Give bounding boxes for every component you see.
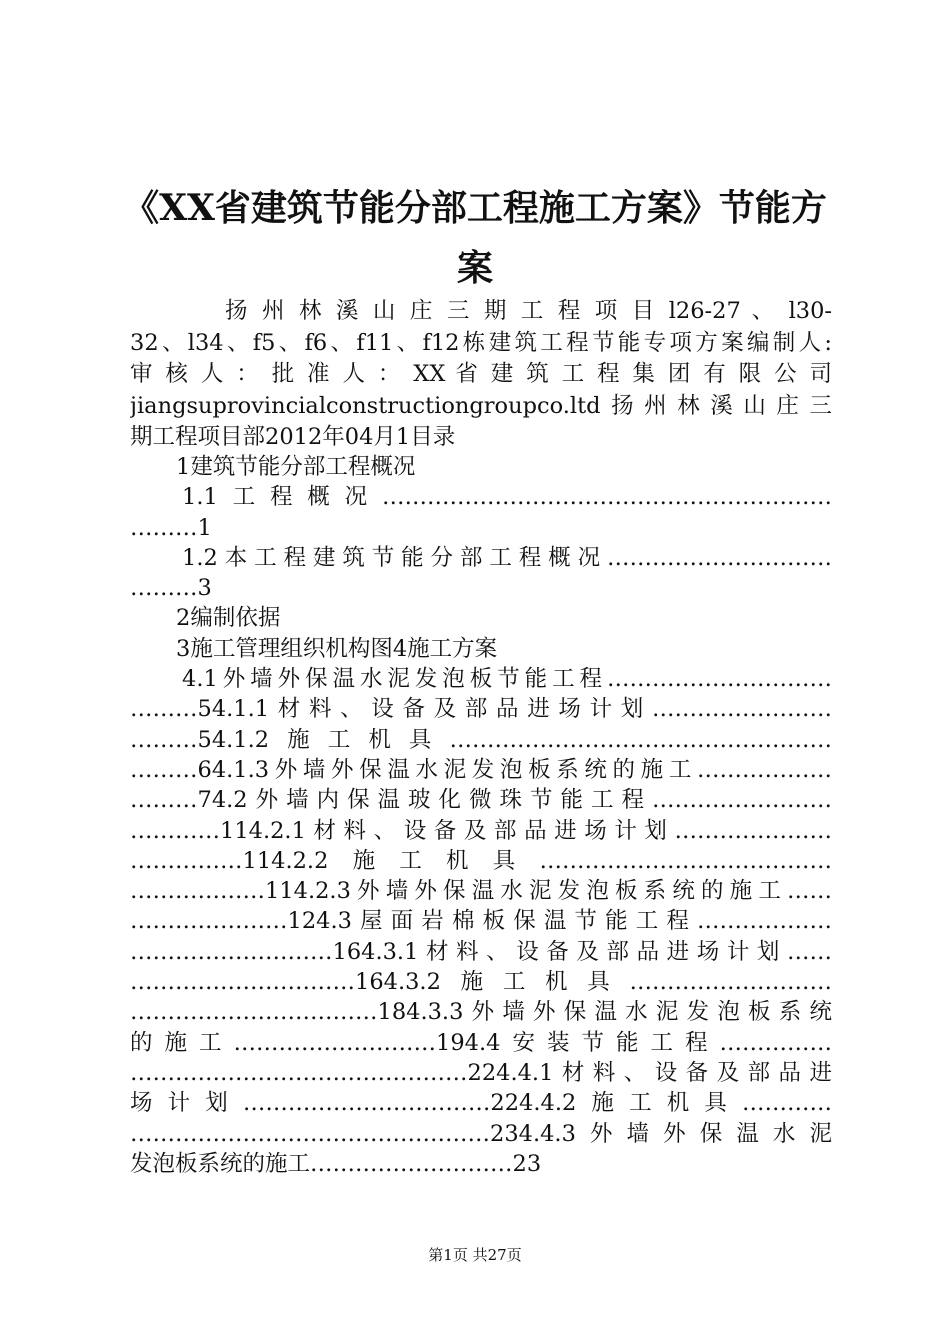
- table-of-contents: [130, 452, 832, 1179]
- toc-entry: ………54.1.1材料、设备及部品进场计划……………………: [130, 696, 832, 723]
- toc-entry: ………………114.2.3外墙外保温水泥发泡板系统的施工……: [130, 878, 832, 905]
- toc-heading: 2编制依据: [176, 605, 281, 632]
- toc-heading: 1建筑节能分部工程概况: [176, 454, 416, 480]
- intro-line: jiangsuprovincialconstructiongroupco.ltd扬州林溪山庄三: [130, 392, 832, 419]
- toc-entry: 4.1外墙外保温水泥发泡板节能工程…………………………: [182, 666, 832, 693]
- toc-entry: …………………………………………234.4.3外墙外保温水泥: [130, 1120, 832, 1147]
- intro-line: 32、l34、f5、f6、f11、f12栋建筑工程节能专项方案编制人:: [130, 329, 832, 356]
- toc-entry: ……………114.2.2施工机具…………………………………: [130, 847, 832, 874]
- toc-entry: 的施工………………………194.4安装节能工程……………: [130, 1029, 832, 1056]
- toc-entry: …………………124.3屋面岩棉板保温节能工程………………: [130, 908, 832, 935]
- toc-entry: ………64.1.3外墙外保温水泥发泡板系统的施工………………: [130, 756, 832, 783]
- toc-entry: 1.2本工程建筑节能分部工程概况…………………………: [182, 544, 832, 571]
- toc-entry: ………1: [130, 514, 212, 541]
- toc-entry: 场计划……………………………224.4.2施工机具…………: [130, 1090, 832, 1117]
- document-title-line-2: 案: [456, 247, 493, 289]
- toc-entry: 发泡板系统的施工………………………23: [130, 1150, 542, 1177]
- toc-entry: ……………………………184.3.3外墙外保温水泥发泡板系统: [130, 999, 832, 1026]
- page-footer: 第1页 共27页: [428, 1246, 522, 1264]
- document-title-line-1: 《XX省建筑节能分部工程施工方案》节能方: [123, 187, 827, 229]
- toc-entry: ………………………………………224.4.1材料、设备及部品进: [130, 1059, 832, 1086]
- toc-entry: ………54.1.2施工机具……………………………………………: [130, 726, 832, 753]
- toc-entry: …………………………164.3.2施工机具………………………: [130, 969, 832, 996]
- toc-entry: ………………………164.3.1材料、设备及部品进场计划……: [130, 938, 832, 965]
- toc-entry: …………114.2.1材料、设备及部品进场计划…………………: [130, 817, 832, 844]
- toc-entry: ………74.2外墙内保温玻化微珠节能工程……………………: [130, 787, 832, 814]
- intro-line: 期工程项目部2012年04月1目录: [130, 424, 456, 450]
- intro-line: 扬 州 林 溪 山 庄 三 期 工 程 项 目 l26-27 、 l30-: [225, 298, 832, 324]
- toc-heading: 3施工管理组织机构图4施工方案: [176, 635, 498, 662]
- intro-paragraph: [130, 296, 832, 454]
- toc-entry: ………3: [130, 575, 212, 602]
- intro-line: 审 核 人 ： 批 准 人 ： XX 省 建 筑 工 程 集 团 有 限 公 司: [130, 361, 832, 387]
- toc-entry: 1.1工程概况……………………………………………………: [182, 484, 832, 511]
